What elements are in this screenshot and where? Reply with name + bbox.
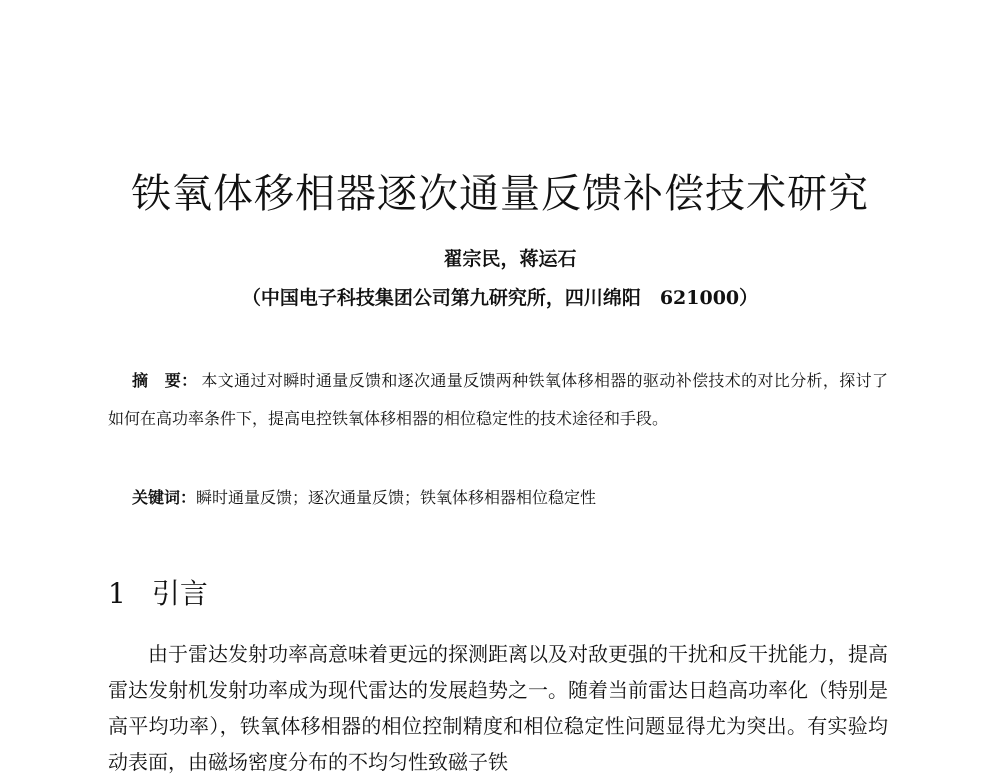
body-paragraph: 由于雷达发射功率高意味着更远的探测距离以及对敌更强的干扰和反干扰能力，提高雷达发射机发射功率成为现代雷达的发展趋势之一。随着当前雷达日趋高功率化（特别是高平均功率），铁氧体移相器的相位控制精度和相位稳定性问题显得尤为突出。有实验均动表面，由磁场密度分布的不均匀性致磁子铁 <box>108 642 888 774</box>
abstract-text: 本文通过对瞬时通量反馈和逐次通量反馈两种铁氧体移相器的驱动补偿技术的对比分析，探讨了如何在高功率条件下，提高电控铁氧体移相器的相位稳定性的技术途径和手段。 <box>108 371 888 428</box>
author-line: 翟宗民，蒋运石 <box>443 248 577 270</box>
paper-title: 铁氧体移相器逐次通量反馈补偿技术研究 <box>131 171 869 217</box>
abstract-paragraph <box>108 362 888 438</box>
section-title: 引言 <box>151 577 208 610</box>
keywords-label: 关键词： <box>132 488 197 507</box>
keywords-text: 瞬时通量反馈；逐次通量反馈；铁氧体移相器相位稳定性 <box>196 488 597 507</box>
abstract-label: 摘 要： <box>132 371 198 390</box>
section-number: 1 <box>108 577 126 610</box>
affiliation-line: （中国电子科技集团公司第九研究所，四川绵阳 621000） <box>241 287 759 309</box>
keywords-line <box>132 485 892 508</box>
section-heading <box>108 572 208 612</box>
